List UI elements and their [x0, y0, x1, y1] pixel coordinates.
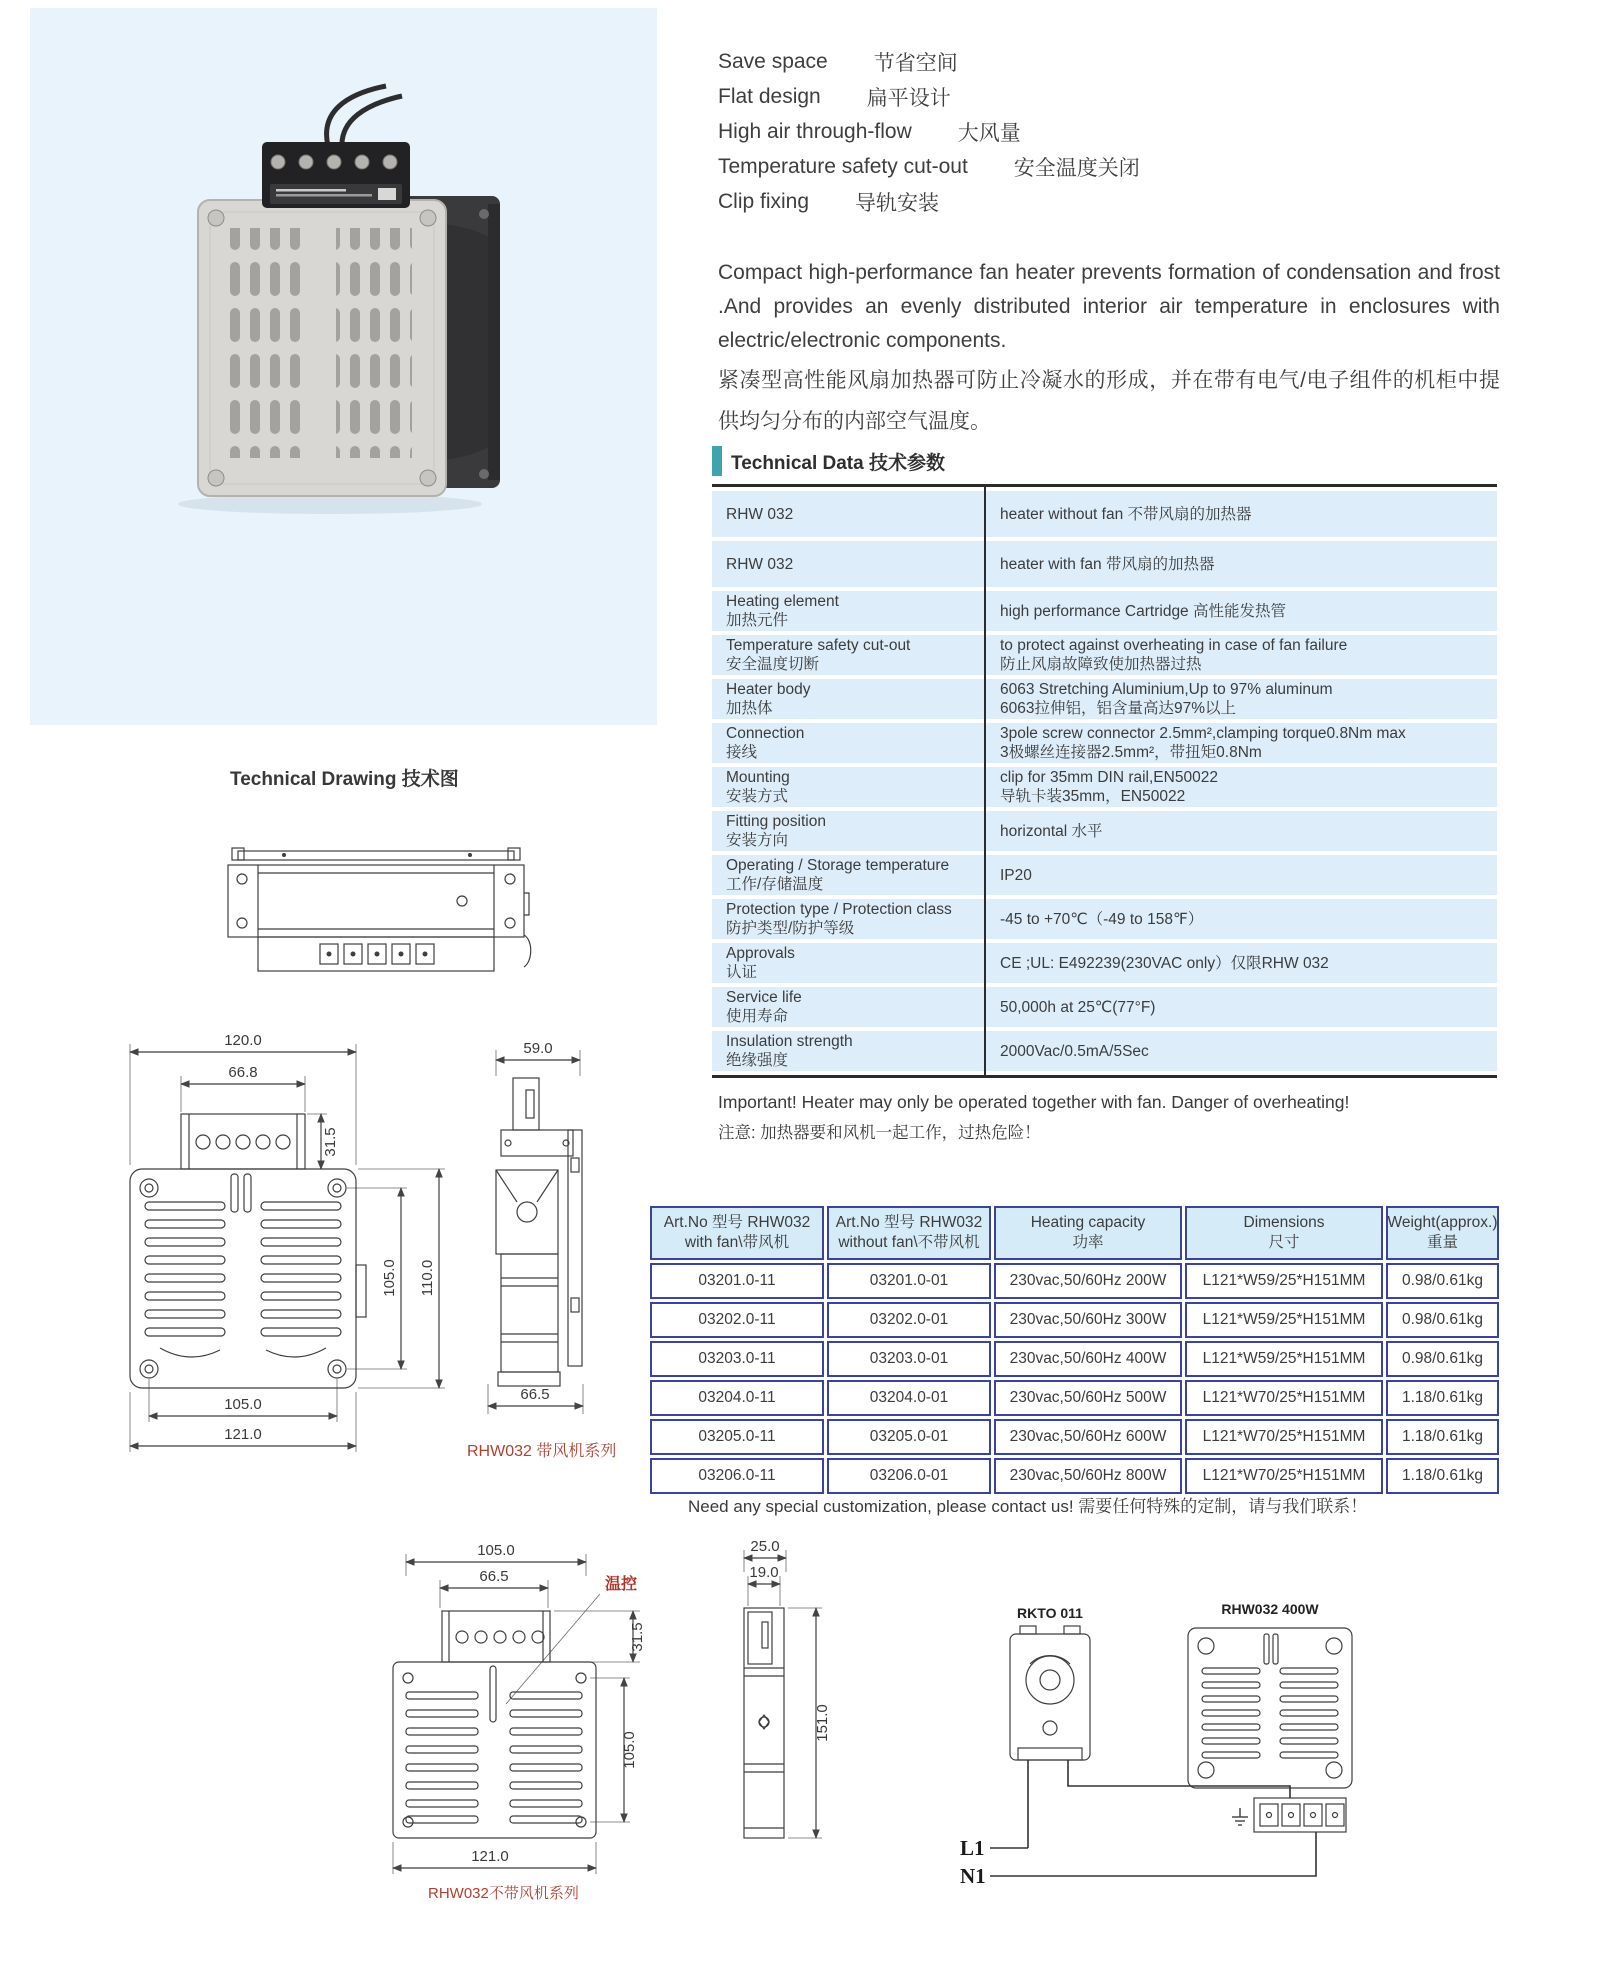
dimensions: L121*W70/25*H151MM — [1185, 1380, 1383, 1416]
product-description — [718, 256, 1500, 442]
param-label: Service life — [726, 989, 802, 1006]
feature-item — [718, 79, 1140, 114]
param-value-zh: 6063拉伸铝，铝含量高达97%以上 — [1000, 700, 1237, 717]
feature-zh: 导轨安装 — [855, 191, 940, 215]
feature-zh: 节省空间 — [873, 51, 958, 75]
table-row — [712, 899, 1497, 939]
column-divider — [984, 484, 986, 1078]
param-value-zh: 导轨卡装35mm，EN50022 — [1000, 788, 1186, 805]
param-label: Connection — [726, 725, 805, 742]
feature-en: High air through-flow — [718, 119, 912, 143]
table-row — [712, 943, 1497, 983]
dim-105-v: 105.0 — [381, 1259, 398, 1297]
product-photo-panel — [30, 8, 657, 725]
dimensions: L121*W59/25*H151MM — [1185, 1341, 1383, 1377]
heating-capacity: 230vac,50/60Hz 400W — [994, 1341, 1182, 1377]
param-label: Approvals — [726, 945, 795, 962]
caption-without-fan: RHW032不带风机系列 — [428, 1885, 579, 1902]
table-row — [712, 767, 1497, 807]
col-header: Art.No 型号 RHW032 — [835, 1214, 983, 1231]
col-header-zh: 重量 — [1426, 1234, 1458, 1251]
param-label-zh: 认证 — [726, 964, 758, 981]
dim-105-v: 105.0 — [621, 1731, 638, 1769]
col-header-zh: with fan\带风机 — [684, 1234, 790, 1251]
param-label-zh: 加热体 — [726, 700, 773, 717]
terminal-block — [262, 142, 410, 208]
dim-31-5: 31.5 — [322, 1127, 339, 1157]
art-no-with-fan: 03202.0-11 — [650, 1302, 824, 1338]
description-zh: 紧凑型高性能风扇加热器可防止冷凝水的形成，并在带有电气/电子组件的机柜中提供均匀分布的内部空气温度。 — [718, 369, 1500, 433]
param-label-zh: 安装方向 — [726, 832, 789, 849]
col-header-zh: 功率 — [1072, 1234, 1104, 1251]
front-view-without-fan-drawing — [378, 1542, 670, 1882]
important-note-zh: 注意: 加热器要和风机一起工作，过热危险！ — [718, 1124, 1041, 1142]
param-label: Temperature safety cut-out — [726, 637, 911, 654]
side-profile-drawing — [222, 845, 530, 995]
important-note — [718, 1092, 1349, 1143]
dimensions: L121*W59/25*H151MM — [1185, 1302, 1383, 1338]
dim-66-8: 66.8 — [228, 1064, 258, 1081]
art-no-without-fan: 03205.0-01 — [827, 1419, 991, 1455]
heating-capacity: 230vac,50/60Hz 300W — [994, 1302, 1182, 1338]
art-no-without-fan: 03206.0-01 — [827, 1458, 991, 1494]
param-value: heater with fan 带风扇的加热器 — [1000, 555, 1215, 573]
feature-en: Clip fixing — [718, 189, 810, 213]
description-en: Compact high-performance fan heater prevents formation of condensation and frost .And provides an evenly distributed interior air temperature in enclosures with electric/electronic components. — [718, 261, 1500, 352]
table-row — [712, 855, 1497, 895]
param-label: Mounting — [726, 769, 790, 786]
dim-121: 121.0 — [471, 1848, 509, 1865]
param-value: 2000Vac/0.5mA/5Sec — [1000, 1042, 1149, 1060]
feature-list — [718, 44, 1140, 219]
technical-data-header — [712, 446, 945, 476]
feature-item — [718, 149, 1140, 184]
col-header-zh: 尺寸 — [1268, 1234, 1300, 1251]
spec-row — [650, 1419, 1502, 1455]
art-no-without-fan: 03203.0-01 — [827, 1341, 991, 1377]
feature-item — [718, 44, 1140, 79]
side-view-without-fan-drawing — [722, 1538, 847, 1852]
param-label-zh: 安全温度切断 — [726, 656, 820, 673]
param-value: horizontal 水平 — [1000, 822, 1103, 840]
param-value: CE ;UL: E492239(230VAC only）仅限RHW 032 — [1000, 954, 1329, 972]
dim-121: 121.0 — [224, 1426, 262, 1443]
param-label: Insulation strength — [726, 1033, 853, 1050]
param-label: Protection type / Protection class — [726, 901, 952, 918]
col-header: Art.No 型号 RHW032 — [663, 1214, 811, 1231]
weight: 0.98/0.61kg — [1386, 1263, 1499, 1299]
param-label-zh: 绝缘强度 — [726, 1052, 789, 1069]
weight: 1.18/0.61kg — [1386, 1458, 1499, 1494]
dim-105-top: 105.0 — [477, 1542, 515, 1559]
dim-105-h: 105.0 — [224, 1396, 262, 1413]
param-label-zh: 防护类型/防护等级 — [726, 920, 855, 937]
power-wires — [327, 86, 402, 148]
dim-120: 120.0 — [224, 1032, 262, 1049]
feature-item — [718, 114, 1140, 149]
dim-66-5-inner: 66.5 — [479, 1568, 509, 1585]
dim-59: 59.0 — [523, 1040, 553, 1057]
terminal-strip — [1254, 1798, 1346, 1832]
customization-note: Need any special customization, please contact us! 需要任何特殊的定制，请与我们联系！ — [688, 1497, 1368, 1516]
art-no-with-fan: 03203.0-11 — [650, 1341, 824, 1377]
param-value: 50,000h at 25℃(77°F) — [1000, 998, 1156, 1016]
param-value: to protect against overheating in case of fan failure — [1000, 637, 1348, 654]
art-no-without-fan: 03202.0-01 — [827, 1302, 991, 1338]
technical-data-table — [712, 484, 1497, 1078]
feature-item — [718, 184, 1140, 219]
dim-19: 19.0 — [749, 1564, 779, 1581]
feature-en: Flat design — [718, 84, 821, 108]
wires — [990, 1760, 1316, 1876]
section-title: Technical Data 技术参数 — [731, 452, 945, 474]
art-no-with-fan: 03206.0-11 — [650, 1458, 824, 1494]
spec-row — [650, 1263, 1502, 1299]
weight: 0.98/0.61kg — [1386, 1302, 1499, 1338]
heatsink-front — [198, 200, 446, 496]
col-header: Dimensions — [1243, 1214, 1325, 1231]
weight: 1.18/0.61kg — [1386, 1380, 1499, 1416]
spec-header-row — [650, 1206, 1502, 1260]
param-value: 3pole screw connector 2.5mm²,clamping torque0.8Nm max — [1000, 725, 1406, 742]
feature-en: Save space — [718, 49, 828, 73]
dim-31-5: 31.5 — [629, 1622, 646, 1652]
dimensions: L121*W70/25*H151MM — [1185, 1419, 1383, 1455]
side-view-with-fan-drawing — [468, 1038, 603, 1423]
param-value: -45 to +70℃（-49 to 158℉） — [1000, 910, 1204, 928]
param-value: 6063 Stretching Aluminium,Up to 97% aluminum — [1000, 681, 1333, 698]
heater-mini-front — [1188, 1628, 1352, 1788]
dim-151: 151.0 — [814, 1704, 831, 1742]
table-row — [712, 1031, 1497, 1071]
thermostat-device — [1010, 1626, 1090, 1760]
dim-110-v: 110.0 — [419, 1259, 436, 1297]
table-row — [712, 679, 1497, 719]
dimensions: L121*W59/25*H151MM — [1185, 1263, 1383, 1299]
param-value-zh: 防止风扇故障致使加热器过热 — [1000, 656, 1202, 673]
feature-en: Temperature safety cut-out — [718, 154, 968, 178]
thermostat-label: 温控 — [604, 1576, 638, 1593]
param-value-zh: 3极螺丝连接器2.5mm²，带扭矩0.8Nm — [1000, 744, 1262, 761]
table-row — [712, 491, 1497, 537]
feature-zh: 大风量 — [957, 121, 1021, 145]
param-label: Operating / Storage temperature — [726, 857, 950, 874]
heating-capacity: 230vac,50/60Hz 200W — [994, 1263, 1182, 1299]
accent-bar — [712, 446, 722, 476]
weight: 1.18/0.61kg — [1386, 1419, 1499, 1455]
weight: 0.98/0.61kg — [1386, 1341, 1499, 1377]
param-label-zh: 使用寿命 — [726, 1008, 789, 1025]
param-value: heater without fan 不带风扇的加热器 — [1000, 505, 1252, 523]
param-label-zh: 加热元件 — [726, 612, 789, 629]
dim-66-5: 66.5 — [520, 1386, 550, 1403]
spec-row — [650, 1458, 1502, 1494]
important-note-en: Important! Heater may only be operated together with fan. Danger of overheating! — [718, 1092, 1350, 1112]
line-n1-label: N1 — [960, 1864, 986, 1888]
table-row — [712, 987, 1497, 1027]
spec-row — [650, 1380, 1502, 1416]
param-label: Heating element — [726, 593, 839, 610]
caption-with-fan: RHW032 带风机系列 — [467, 1443, 617, 1460]
param-value: IP20 — [1000, 866, 1032, 884]
heating-capacity: 230vac,50/60Hz 500W — [994, 1380, 1182, 1416]
art-no-without-fan: 03204.0-01 — [827, 1380, 991, 1416]
dimensions: L121*W70/25*H151MM — [1185, 1458, 1383, 1494]
technical-drawing-title: Technical Drawing 技术图 — [230, 769, 459, 790]
param-label-zh: 接线 — [726, 744, 758, 761]
wiring-diagram — [950, 1572, 1390, 1902]
feature-zh: 安全温度关闭 — [1013, 156, 1140, 180]
table-row — [712, 591, 1497, 631]
spec-row — [650, 1302, 1502, 1338]
art-no-without-fan: 03201.0-01 — [827, 1263, 991, 1299]
table-row — [712, 635, 1497, 675]
table-row — [712, 541, 1497, 587]
table-row — [712, 723, 1497, 763]
art-no-with-fan: 03201.0-11 — [650, 1263, 824, 1299]
ground-symbol — [1232, 1808, 1248, 1825]
product-photo — [170, 78, 560, 548]
param-label: Heater body — [726, 681, 811, 698]
col-header: Heating capacity — [1030, 1214, 1146, 1231]
col-header: Weight(approx.) — [1387, 1214, 1498, 1231]
line-l1-label: L1 — [960, 1836, 985, 1860]
param-label: RHW 032 — [726, 505, 794, 523]
art-no-with-fan: 03204.0-11 — [650, 1380, 824, 1416]
heater-model-label: RHW032 400W — [1221, 1601, 1319, 1617]
param-label: RHW 032 — [726, 555, 794, 573]
art-no-with-fan: 03205.0-11 — [650, 1419, 824, 1455]
col-header-zh: without fan\不带风机 — [838, 1234, 980, 1251]
spec-row — [650, 1341, 1502, 1377]
dim-25: 25.0 — [750, 1538, 780, 1555]
feature-zh: 扁平设计 — [866, 86, 951, 110]
param-label: Fitting position — [726, 813, 826, 830]
param-label-zh: 工作/存储温度 — [726, 876, 824, 893]
heating-capacity: 230vac,50/60Hz 800W — [994, 1458, 1182, 1494]
param-value: clip for 35mm DIN rail,EN50022 — [1000, 769, 1218, 786]
thermostat-model-label: RKTO 011 — [1017, 1605, 1083, 1621]
front-view-with-fan-drawing — [115, 1030, 460, 1455]
param-value: high performance Cartridge 高性能发热管 — [1000, 602, 1286, 620]
param-label-zh: 安装方式 — [726, 788, 789, 805]
heating-capacity: 230vac,50/60Hz 600W — [994, 1419, 1182, 1455]
table-row — [712, 811, 1497, 851]
ordering-spec-table — [650, 1206, 1502, 1497]
